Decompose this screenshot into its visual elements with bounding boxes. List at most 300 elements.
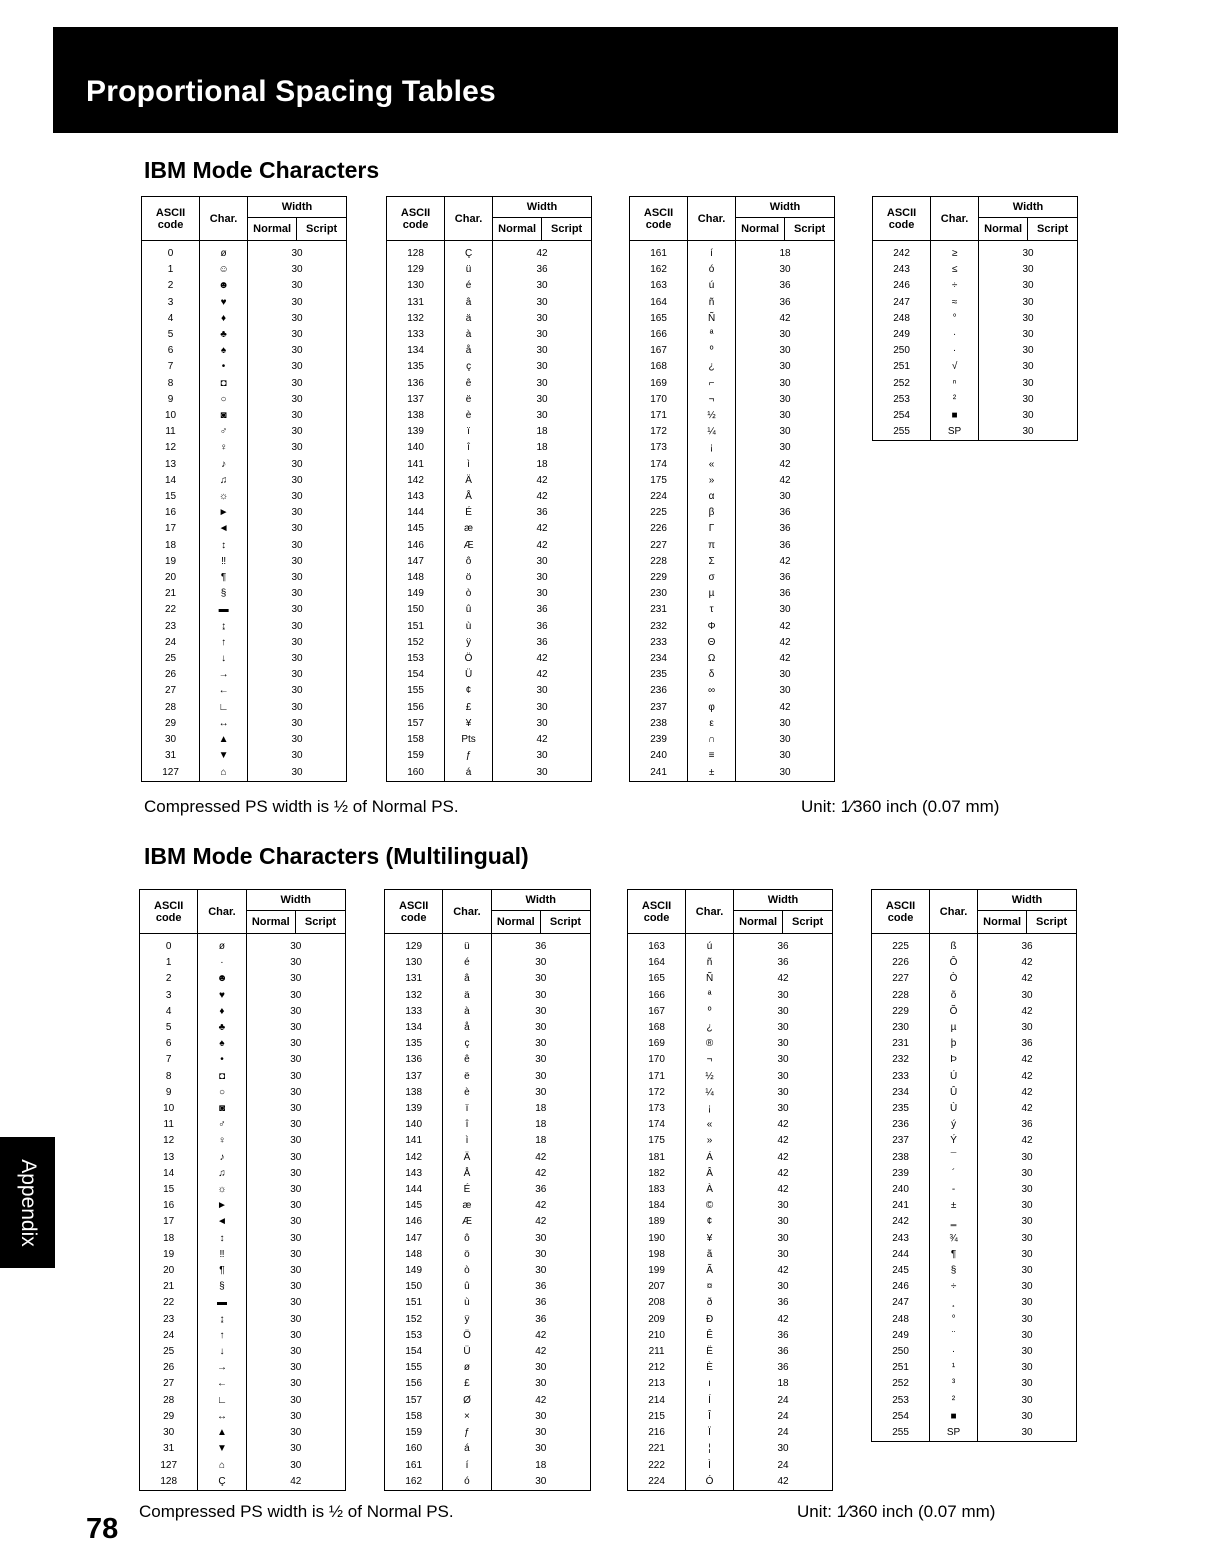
char-cell: ☼ [200,489,248,505]
char-cell: ☻ [198,971,246,987]
char-cell: σ [688,570,736,586]
ascii-code-cell: 240 [630,748,688,764]
col-header-width: Width [979,197,1077,218]
col-header-char: Char. [930,890,978,934]
table-row [630,278,834,294]
table-row [630,295,834,311]
width-cell: 30 [291,312,303,324]
table-row [387,602,591,618]
ascii-code-cell: 224 [628,1474,686,1490]
char-cell: Ï [686,1425,734,1441]
ascii-code-cell: 170 [628,1052,686,1068]
char-table [384,889,591,1491]
col-header-script: Script [297,218,346,241]
char-cell: Þ [930,1052,978,1068]
ascii-code-cell: 214 [628,1393,686,1409]
table-row [628,1376,832,1392]
table-row [630,651,834,667]
width-cell: 30 [535,1378,547,1390]
ascii-code-cell: 236 [872,1117,930,1133]
table-row [628,1425,832,1441]
char-cell: - [930,1182,978,1198]
char-cell: ▼ [200,748,248,764]
table-row [387,651,591,667]
width-cell: 30 [779,442,791,454]
char-cell: φ [688,700,736,716]
table-row [385,1360,590,1376]
char-cell: á [443,1441,491,1457]
char-cell: ï [443,1101,491,1117]
ascii-code-cell: 149 [385,1263,443,1279]
table-row [140,1231,345,1247]
table-row [385,939,590,955]
ascii-code-cell: 156 [387,700,445,716]
width-cell: 36 [535,1297,547,1309]
table-row [872,1279,1076,1295]
width-cell: 42 [779,458,791,470]
char-cell: √ [931,359,979,375]
width-cell: 30 [777,1103,789,1115]
width-cell: 30 [291,329,303,341]
header-ascii: ASCII [885,899,916,912]
ascii-code-cell: 254 [872,1409,930,1425]
char-cell: ↨ [198,1312,246,1328]
table-row [628,1458,832,1474]
char-cell: Î [686,1409,734,1425]
table-row [628,1101,832,1117]
table-row [872,1360,1076,1376]
char-cell: ñ [686,955,734,971]
char-cell: ÿ [445,635,493,651]
ascii-code-cell: 5 [140,1020,198,1036]
width-cell: 30 [291,426,303,438]
header-ascii: ASCII [643,206,674,219]
ascii-code-cell: 11 [140,1117,198,1133]
ascii-code-cell: 0 [142,246,200,262]
char-cell: É [443,1182,491,1198]
char-cell: î [445,440,493,456]
char-cell: º [686,1004,734,1020]
table-row [140,988,345,1004]
ascii-code-cell: 133 [385,1004,443,1020]
width-cell: 30 [291,539,303,551]
char-cell: ↑ [200,635,248,651]
table-row [872,1263,1076,1279]
ascii-code-cell: 19 [142,554,200,570]
char-cell: ƒ [445,748,493,764]
width-cell: 30 [779,604,791,616]
table-row [140,1360,345,1376]
ascii-code-cell: 154 [387,667,445,683]
width-cell: 30 [777,1022,789,1034]
table-row [873,311,1077,327]
ascii-code-cell: 246 [873,278,931,294]
header-ascii: ASCII [886,206,917,219]
ascii-code-cell: 3 [142,295,200,311]
char-cell: É [445,505,493,521]
table-row [387,311,591,327]
table-row [385,988,590,1004]
ascii-code-cell: 148 [387,570,445,586]
table-row [628,1150,832,1166]
ascii-code-cell: 160 [385,1441,443,1457]
ascii-code-cell: 21 [140,1279,198,1295]
char-cell: § [198,1279,246,1295]
char-cell: ò [445,586,493,602]
char-cell: â [445,295,493,311]
col-header-width: Width [491,890,590,911]
table-row [387,619,591,635]
char-cell: ó [688,262,736,278]
width-cell: 30 [536,393,548,405]
ascii-code-cell: 208 [628,1295,686,1311]
table-row [387,765,591,781]
width-cell: 42 [777,1151,789,1163]
width-cell: 30 [1021,1329,1033,1341]
table-row [628,1231,832,1247]
ascii-code-cell: 12 [140,1133,198,1149]
ascii-code-cell: 173 [628,1101,686,1117]
table-row [142,586,346,602]
table-row [385,1409,590,1425]
ascii-code-cell: 239 [630,732,688,748]
table-row [385,1117,590,1133]
char-cell: · [930,1344,978,1360]
width-cell: 30 [290,1362,302,1374]
ascii-code-cell: 22 [142,602,200,618]
ascii-code-cell: 144 [387,505,445,521]
ascii-code-cell: 128 [387,246,445,262]
char-cell: ⁿ [931,376,979,392]
char-cell: ∟ [198,1393,246,1409]
char-cell: Ñ [686,971,734,987]
char-cell: ← [200,683,248,699]
width-cell: 30 [1021,1362,1033,1374]
char-cell: ô [445,554,493,570]
ascii-code-cell: 244 [872,1247,930,1263]
char-cell: Σ [688,554,736,570]
table-row [387,505,591,521]
width-cell: 30 [1022,296,1034,308]
width-cell: 30 [1021,1200,1033,1212]
table-row [142,392,346,408]
char-cell: ♣ [198,1020,246,1036]
table-row [630,732,834,748]
char-cell: · [198,955,246,971]
char-cell: û [443,1279,491,1295]
char-cell: ↕ [200,538,248,554]
char-cell: ↔ [200,716,248,732]
char-cell: ♥ [198,988,246,1004]
char-cell: Í [686,1393,734,1409]
ascii-code-cell: 190 [628,1231,686,1247]
ascii-code-cell: 166 [628,988,686,1004]
char-cell: ¬ [686,1052,734,1068]
width-cell: 30 [777,1232,789,1244]
width-cell: 30 [1021,1297,1033,1309]
char-cell: æ [443,1198,491,1214]
table-row [142,343,346,359]
ascii-code-cell: 237 [630,700,688,716]
char-cell: τ [688,602,736,618]
ascii-code-cell: 146 [385,1214,443,1230]
table-row [142,295,346,311]
ascii-code-cell: 221 [628,1441,686,1457]
ascii-code-cell: 132 [385,988,443,1004]
width-cell: 30 [536,555,548,567]
table-row [142,602,346,618]
table-row [873,295,1077,311]
col-header-char: Char. [688,197,736,241]
char-cell: ⌐ [688,376,736,392]
width-cell: 42 [535,1200,547,1212]
char-cell: SP [930,1425,978,1441]
table-row [387,359,591,375]
table-row [140,1376,345,1392]
width-cell: 36 [779,523,791,535]
width-cell: 30 [536,685,548,697]
header-ascii: ASCII [400,206,431,219]
col-header-script: Script [1027,911,1076,934]
ascii-code-cell: 31 [140,1441,198,1457]
table-row [872,1004,1076,1020]
table-row [387,489,591,505]
width-cell: 42 [777,1119,789,1131]
ascii-code-cell: 8 [140,1069,198,1085]
char-cell: à [445,327,493,343]
table-row [872,1231,1076,1247]
ascii-code-cell: 241 [872,1198,930,1214]
char-cell: ↑ [198,1328,246,1344]
ascii-code-cell: 235 [630,667,688,683]
col-header-normal: Normal [248,218,297,241]
char-cell: ↓ [198,1344,246,1360]
ascii-code-cell: 240 [872,1182,930,1198]
width-cell: 30 [535,1005,547,1017]
table-row [873,359,1077,375]
width-cell: 30 [777,1005,789,1017]
char-table [139,889,346,1491]
char-cell: ∞ [688,683,736,699]
table-row [142,732,346,748]
width-cell: 30 [536,717,548,729]
compressed-note: Compressed PS width is ½ of Normal PS. [144,797,459,816]
appendix-tab [0,1137,55,1268]
ascii-code-cell: 152 [387,635,445,651]
char-cell: ¼ [686,1085,734,1101]
width-cell: 18 [535,1103,547,1115]
table-row [630,748,834,764]
width-cell: 30 [535,1475,547,1487]
header-code: code [400,911,427,924]
section-title-multilingual: IBM Mode Characters (Multilingual) [144,843,529,869]
char-cell: Ø [443,1393,491,1409]
width-cell: 36 [779,539,791,551]
table-row [140,1247,345,1263]
table-row [628,1020,832,1036]
char-cell: å [445,343,493,359]
width-cell: 30 [535,1054,547,1066]
char-cell: ¤ [686,1279,734,1295]
table-row [387,473,591,489]
char-cell: ∟ [200,700,248,716]
ascii-code-cell: 225 [630,505,688,521]
ascii-code-cell: 231 [630,602,688,618]
ascii-code-cell: 136 [385,1052,443,1068]
width-cell: 30 [290,1459,302,1471]
table-row [630,667,834,683]
char-cell: ¢ [686,1214,734,1230]
width-cell: 42 [779,555,791,567]
width-cell: 42 [1021,957,1033,969]
table-row [140,1263,345,1279]
width-cell: 30 [1021,1248,1033,1260]
table-row [142,424,346,440]
width-cell: 42 [536,734,548,746]
char-cell: Õ [930,1004,978,1020]
table-row [385,1036,590,1052]
width-cell: 30 [536,280,548,292]
table-row [140,1150,345,1166]
header-ascii: ASCII [641,899,672,912]
ascii-code-cell: 134 [385,1020,443,1036]
table-row [387,262,591,278]
header-ascii: ASCII [155,206,186,219]
col-header-normal: Normal [979,218,1028,241]
width-cell: 36 [779,296,791,308]
ascii-code-cell: 237 [872,1133,930,1149]
char-cell: í [443,1458,491,1474]
ascii-code-cell: 236 [630,683,688,699]
col-header-width: Width [493,197,591,218]
ascii-code-cell: 153 [387,651,445,667]
table-row [385,1101,590,1117]
table-row [630,619,834,635]
width-cell: 36 [777,1329,789,1341]
ascii-code-cell: 142 [387,473,445,489]
ascii-code-cell: 26 [140,1360,198,1376]
char-cell: α [688,489,736,505]
table-row [630,343,834,359]
col-header-char: Char. [200,197,248,241]
ascii-code-cell: 255 [873,424,931,440]
char-cell: Ð [686,1312,734,1328]
char-cell: ‗ [930,1214,978,1230]
width-cell: 30 [291,280,303,292]
table-row [872,971,1076,987]
width-cell: 30 [779,685,791,697]
char-cell: Γ [688,521,736,537]
ascii-code-cell: 224 [630,489,688,505]
char-cell: ã [686,1247,734,1263]
col-header-width: Width [734,890,832,911]
header-ascii: ASCII [399,899,429,912]
ascii-code-cell: 130 [387,278,445,294]
ascii-code-cell: 157 [385,1393,443,1409]
table-row [628,1344,832,1360]
width-cell: 30 [779,766,791,778]
char-cell: ô [443,1231,491,1247]
char-cell: ç [445,359,493,375]
width-cell: 42 [777,1313,789,1325]
width-cell: 42 [1021,1135,1033,1147]
char-cell: ⌂ [200,765,248,781]
char-cell: Å [443,1166,491,1182]
ascii-code-cell: 183 [628,1182,686,1198]
char-cell: í [688,246,736,262]
ascii-code-cell: 251 [872,1360,930,1376]
width-cell: 24 [777,1427,789,1439]
char-cell: î [443,1117,491,1133]
table-row [628,939,832,955]
ascii-code-cell: 28 [140,1393,198,1409]
width-cell: 30 [290,1135,302,1147]
ascii-code-cell: 157 [387,716,445,732]
width-cell: 36 [1021,1119,1033,1131]
table-row [142,716,346,732]
ascii-code-cell: 253 [873,392,931,408]
table-row [385,1458,590,1474]
char-cell: ☻ [200,278,248,294]
table-row [628,988,832,1004]
char-cell: Ω [688,651,736,667]
width-cell: 30 [290,973,302,985]
table-row [140,1312,345,1328]
width-cell: 30 [290,957,302,969]
width-cell: 42 [1021,1103,1033,1115]
table-row [387,667,591,683]
ascii-code-cell: 239 [872,1166,930,1182]
col-header-script: Script [783,911,832,934]
ascii-code-cell: 184 [628,1198,686,1214]
col-header-script: Script [296,911,345,934]
table-row [140,1166,345,1182]
char-cell: ä [443,988,491,1004]
width-cell: 30 [1021,1346,1033,1358]
char-cell: ½ [686,1069,734,1085]
table-row [872,1166,1076,1182]
col-header-char: Char. [931,197,979,241]
table-row [630,311,834,327]
table-row [140,1117,345,1133]
width-cell: 30 [291,410,303,422]
table-row [387,343,591,359]
ascii-code-cell: 242 [873,246,931,262]
width-cell: 30 [290,1346,302,1358]
width-cell: 36 [779,507,791,519]
table-row [140,1052,345,1068]
char-cell: ◙ [200,408,248,424]
char-cell: ü [443,939,491,955]
table-row [628,1247,832,1263]
ascii-code-cell: 156 [385,1376,443,1392]
width-cell: 24 [777,1394,789,1406]
ascii-code-cell: 232 [630,619,688,635]
table-row [872,1052,1076,1068]
table-row [140,971,345,987]
ascii-code-cell: 215 [628,1409,686,1425]
table-row [140,1328,345,1344]
char-cell: ↨ [200,619,248,635]
char-cell: ◄ [198,1214,246,1230]
width-cell: 30 [536,410,548,422]
ascii-code-cell: 161 [385,1458,443,1474]
char-cell: ¸ [930,1295,978,1311]
char-cell: Ñ [688,311,736,327]
table-row [630,635,834,651]
char-cell: ▲ [200,732,248,748]
ascii-code-cell: 211 [628,1344,686,1360]
